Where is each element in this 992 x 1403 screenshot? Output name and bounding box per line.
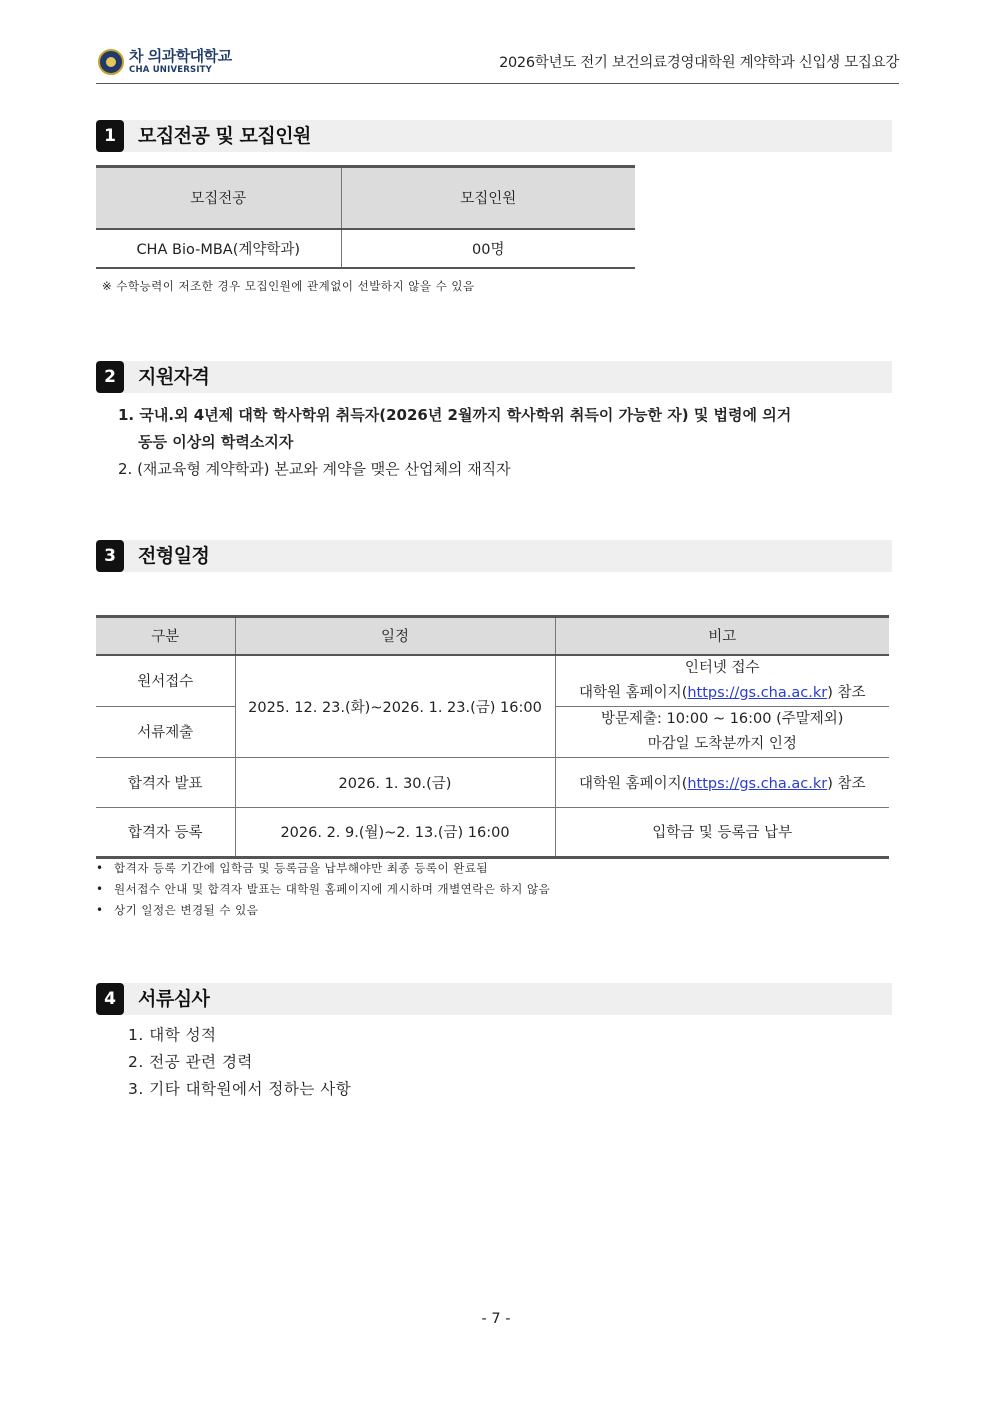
section-title: 모집전공 및 모집인원 bbox=[138, 125, 311, 147]
remark-website bbox=[556, 681, 890, 706]
qualification-item-1: 1. 국내.외 4년제 대학 학사학위 취득자(2026년 2월까지 학사학위 취득이 가능한 자) 및 법령에 의거 bbox=[118, 406, 792, 424]
section-3-heading bbox=[96, 540, 892, 572]
document-title: 2026학년도 전기 보건의료경영대학원 계약학과 신입생 모집요강 bbox=[499, 55, 899, 71]
schedule-notes bbox=[96, 858, 550, 921]
cell-category: 합격자 등록 bbox=[96, 807, 235, 857]
table-row bbox=[96, 655, 889, 707]
remark-visit-hours: 방문제출: 10:00 ~ 16:00 (주말제외) bbox=[601, 710, 844, 727]
list-item: • 상기 일정은 변경될 수 있음 bbox=[96, 900, 550, 921]
remark-internet: 인터넷 접수 bbox=[684, 659, 760, 676]
cell-remarks bbox=[555, 655, 889, 707]
page-number: - 7 - bbox=[481, 1311, 511, 1327]
logo-korean-text: 차 의과학대학교 bbox=[129, 47, 232, 66]
list-item: 3. 기타 대학원에서 정하는 사항 bbox=[128, 1080, 352, 1098]
header-cell-quota: 모집인원 bbox=[341, 167, 635, 229]
homepage-link[interactable]: https://gs.cha.ac.kr bbox=[687, 684, 828, 701]
cell-quota: 00명 bbox=[341, 229, 635, 268]
remark-deadline: 마감일 도착분까지 인정 bbox=[647, 735, 797, 752]
table-row bbox=[96, 807, 889, 857]
section-4-heading bbox=[96, 983, 892, 1015]
cell-category: 합격자 발표 bbox=[96, 757, 235, 807]
recruitment-table bbox=[96, 165, 635, 269]
cell-category: 원서접수 bbox=[96, 655, 235, 707]
page-header bbox=[96, 46, 899, 84]
section-2-heading bbox=[96, 361, 892, 393]
header-cell-remarks: 비고 bbox=[555, 617, 889, 655]
header-cell-schedule: 일정 bbox=[235, 617, 555, 655]
university-emblem-icon bbox=[98, 49, 124, 75]
table-header-row bbox=[96, 617, 889, 655]
table-row bbox=[96, 757, 889, 807]
homepage-link[interactable]: https://gs.cha.ac.kr bbox=[687, 775, 828, 792]
list-item: 2. 전공 관련 경력 bbox=[128, 1053, 253, 1071]
document-review-list bbox=[128, 1022, 351, 1103]
qualification-list bbox=[118, 402, 903, 483]
section-title: 전형일정 bbox=[138, 545, 210, 567]
section-number: 4 bbox=[96, 983, 124, 1015]
remark-text: ) 참조 bbox=[827, 684, 866, 701]
qualification-item-2: 2. (재교육형 계약학과) 본교와 계약을 맺은 산업체의 재직자 bbox=[118, 460, 511, 478]
section-title: 서류심사 bbox=[138, 988, 210, 1010]
cell-category: 서류제출 bbox=[96, 706, 235, 757]
university-logo bbox=[98, 49, 232, 75]
table-row bbox=[96, 229, 635, 268]
cell-remarks: 입학금 및 등록금 납부 bbox=[555, 807, 889, 857]
remark-text: 대학원 홈페이지( bbox=[579, 775, 688, 792]
cell-remarks bbox=[555, 706, 889, 757]
list-item: • 합격자 등록 기간에 입학금 및 등록금을 납부해야만 최종 등록이 완료됨 bbox=[96, 858, 550, 879]
section-number: 1 bbox=[96, 120, 124, 152]
remark-text: 대학원 홈페이지( bbox=[579, 684, 688, 701]
header-cell-category: 구분 bbox=[96, 617, 235, 655]
table-header-row bbox=[96, 167, 635, 229]
list-item: • 원서접수 안내 및 합격자 발표는 대학원 홈페이지에 게시하며 개별연락은 하지 않음 bbox=[96, 879, 550, 900]
remark-text: ) 참조 bbox=[827, 775, 866, 792]
schedule-table bbox=[96, 615, 889, 859]
qualification-item-1-continued: 동등 이상의 학력소지자 bbox=[138, 433, 294, 451]
cell-remarks bbox=[555, 757, 889, 807]
cell-application-period: 2025. 12. 23.(화)~2026. 1. 23.(금) 16:00 bbox=[235, 655, 555, 758]
logo-english-text: CHA UNIVERSITY bbox=[129, 65, 213, 76]
cell-registration-period: 2026. 2. 9.(월)~2. 13.(금) 16:00 bbox=[235, 807, 555, 857]
cell-major: CHA Bio-MBA(계약학과) bbox=[96, 229, 341, 268]
section-number: 2 bbox=[96, 361, 124, 393]
header-cell-major: 모집전공 bbox=[96, 167, 341, 229]
list-item: 1. 대학 성적 bbox=[128, 1026, 217, 1044]
recruitment-note: ※ 수학능력이 저조한 경우 모집인원에 관계없이 선발하지 않을 수 있음 bbox=[102, 279, 475, 293]
cell-announcement-date: 2026. 1. 30.(금) bbox=[235, 757, 555, 807]
section-number: 3 bbox=[96, 540, 124, 572]
section-1-heading bbox=[96, 120, 892, 152]
section-title: 지원자격 bbox=[138, 366, 210, 388]
